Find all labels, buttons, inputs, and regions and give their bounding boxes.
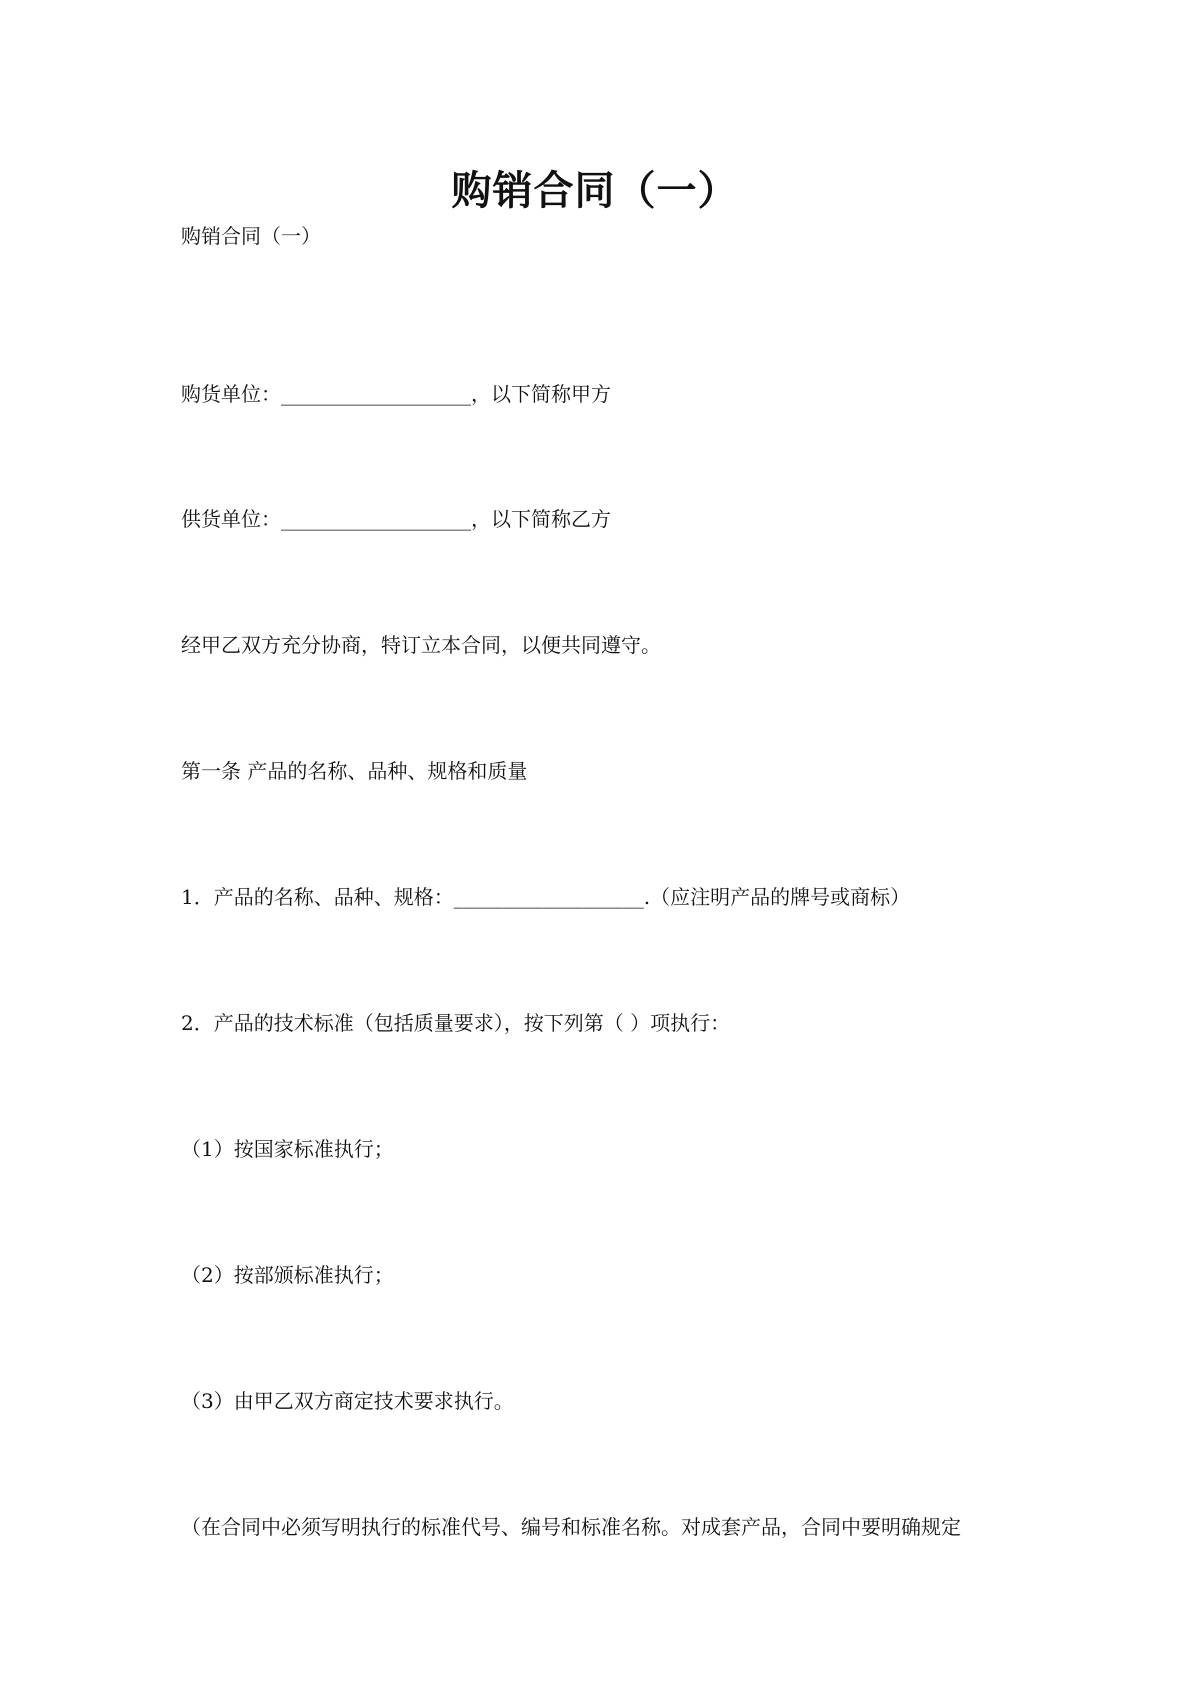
intro-paragraph: 经甲乙双方充分协商，特订立本合同，以便共同遵守。 [181,633,661,657]
item-1-blank: ___________________ [453,885,644,909]
supplier-blank: ___________________ [281,507,471,531]
option-1: （1）按国家标准执行； [181,1137,394,1161]
buyer-suffix: ，以下简称甲方 [471,382,611,406]
article-1-heading: 第一条 产品的名称、品种、规格和质量 [181,759,528,783]
option-3: （3）由甲乙双方商定技术要求执行。 [181,1389,514,1413]
buyer-line [181,380,611,408]
supplier-suffix: ，以下简称乙方 [471,507,611,531]
standards-note: （在合同中必须写明执行的标准代号、编号和标准名称。对成套产品，合同中要明确规定 [181,1515,961,1539]
buyer-label: 购货单位： [181,382,281,406]
article-1-item-2: 2．产品的技术标准（包括质量要求），按下列第（ ）项执行： [181,1011,731,1035]
item-1-suffix: .（应注明产品的牌号或商标） [643,885,911,909]
supplier-line [181,505,611,533]
article-1-item-1 [181,883,910,911]
document-subtitle: 购销合同（一） [181,224,321,248]
buyer-blank: ___________________ [281,382,471,406]
item-1-prefix: 1．产品的名称、品种、规格： [181,885,454,909]
supplier-label: 供货单位： [181,507,281,531]
document-title: 购销合同（一） [451,168,739,214]
option-2: （2）按部颁标准执行； [181,1263,394,1287]
